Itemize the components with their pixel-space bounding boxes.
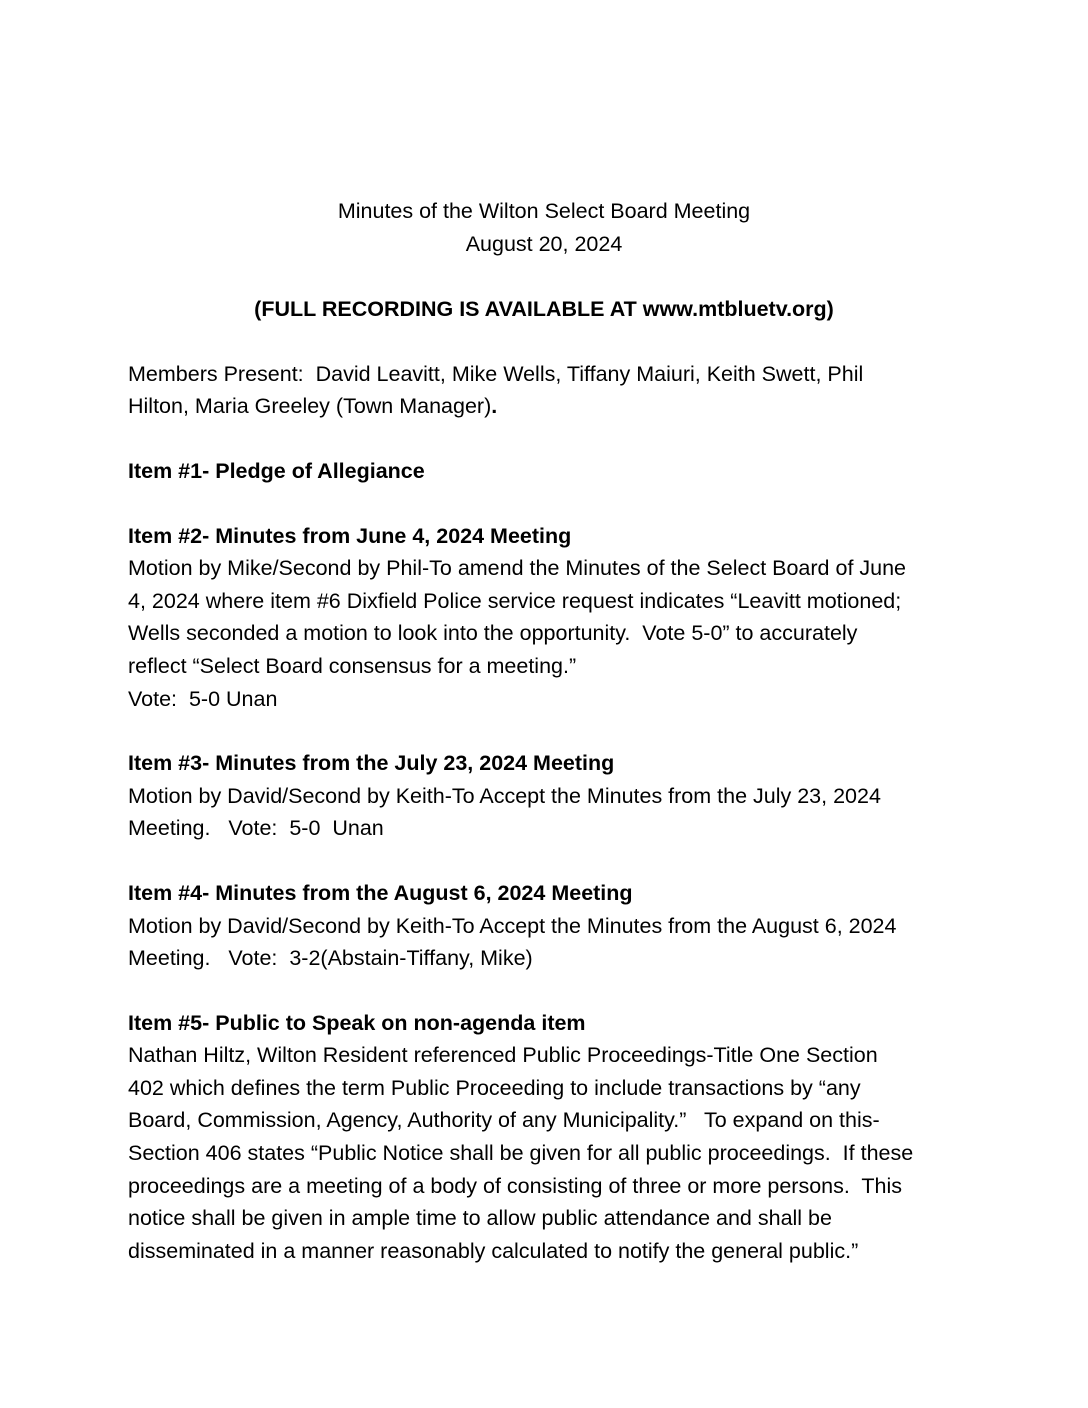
item-text-line: Motion by David/Second by Keith-To Accept the Minutes from the August 6, 2024 [128,913,897,938]
members-present [128,358,958,423]
item-vote-line: Meeting. Vote: 3-2(Abstain-Tiffany, Mike) [128,946,533,971]
item-heading: Item #1- Pledge of Allegiance [128,458,425,483]
members-line-text: Hilton, Maria Greeley (Town Manager) [128,394,492,419]
meeting-date: August 20, 2024 [465,231,623,256]
item-heading: Item #3- Minutes from the July 23, 2024 Meeting [128,751,615,776]
document-body [128,195,958,1267]
agenda-item-3 [128,747,958,845]
item-text-line: Motion by Mike/Second by Phil-To amend the Minutes of the Select Board of June [128,556,907,581]
item-text-line: disseminated in a manner reasonably calculated to notify the general public.” [128,1238,859,1263]
agenda-item-4 [128,877,958,975]
item-text-line: reflect “Select Board consensus for a meeting.” [128,653,577,678]
item-text-line: Board, Commission, Agency, Authority of any Municipality.” To expand on this- [128,1108,880,1133]
item-text-line: 402 which defines the term Public Proceeding to include transactions by “any [128,1075,861,1100]
item-heading: Item #4- Minutes from the August 6, 2024 Meeting [128,880,633,905]
item-text-line: Section 406 states “Public Notice shall be given for all public proceedings. If these [128,1141,914,1166]
document-header [128,195,960,260]
members-line [128,390,958,423]
item-text-line: Motion by David/Second by Keith-To Accept the Minutes from the July 23, 2024 [128,783,881,808]
item-vote-line: Vote: 5-0 Unan [128,686,278,711]
members-period: . [491,394,498,419]
members-line: Members Present: David Leavitt, Mike Wells, Tiffany Maiuri, Keith Swett, Phil [128,361,864,386]
agenda-item-5 [128,1007,958,1268]
item-heading: Item #2- Minutes from June 4, 2024 Meeting [128,523,572,548]
item-text-line: 4, 2024 where item #6 Dixfield Police service request indicates “Leavitt motioned; [128,588,902,613]
item-text-line: notice shall be given in ample time to allow public attendance and shall be [128,1206,832,1231]
agenda-item-2 [128,520,958,716]
item-text-line: Nathan Hiltz, Wilton Resident referenced Public Proceedings-Title One Section [128,1043,878,1068]
document-title: Minutes of the Wilton Select Board Meeting [337,199,751,223]
item-text-line: proceedings are a meeting of a body of consisting of three or more persons. This [128,1173,903,1198]
item-vote-line: Meeting. Vote: 5-0 Unan [128,816,384,841]
item-heading: Item #5- Public to Speak on non-agenda item [128,1010,586,1035]
recording-note: (FULL RECORDING IS AVAILABLE AT www.mtbluetv.org) [254,297,834,322]
item-text-line: Wells seconded a motion to look into the opportunity. Vote 5-0” to accurately [128,621,858,646]
agenda-item-1 [128,455,958,488]
